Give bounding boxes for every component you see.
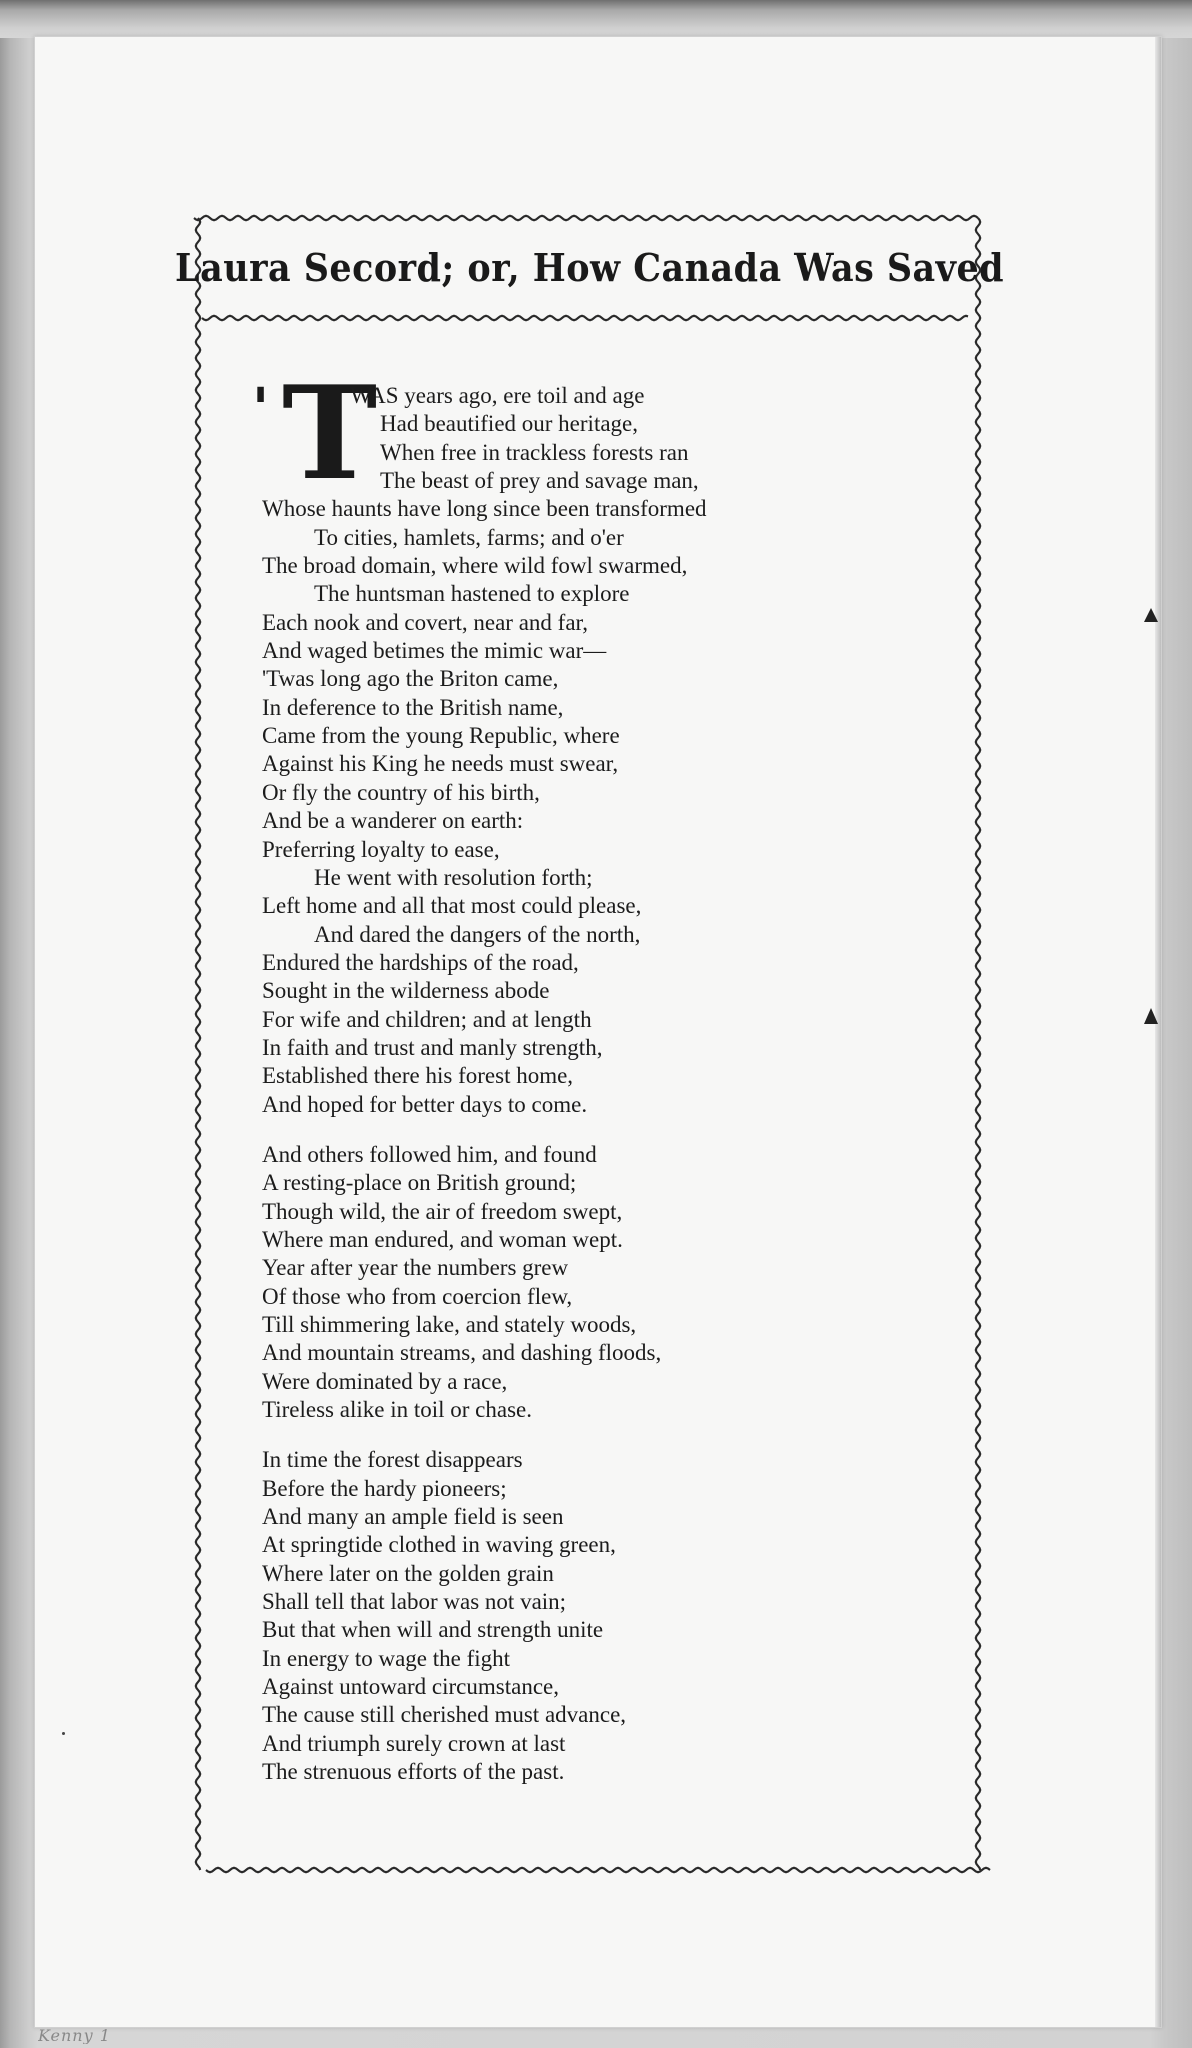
poem-line: For wife and children; and at length [262, 1006, 592, 1032]
poem-line: And triumph surely crown at last [262, 1730, 566, 1756]
poem-line: 'Twas long ago the Briton came, [262, 666, 559, 692]
poem-line: Tireless alike in toil or chase. [262, 1397, 532, 1423]
poem-line: In energy to wage the fight [262, 1645, 511, 1671]
poem-line: The beast of prey and savage man, [380, 468, 699, 494]
poem-line: The huntsman hastened to explore [314, 581, 630, 607]
poem-line: But that when will and strength unite [262, 1617, 604, 1643]
poem-line: Sought in the wilderness abode [262, 978, 550, 1004]
poem-line: And many an ample field is seen [262, 1504, 564, 1530]
poem-line: In faith and trust and manly strength, [262, 1034, 603, 1060]
poem-line: Of those who from coercion flew, [262, 1283, 573, 1309]
poem-line: When free in trackless forests ran [380, 439, 689, 465]
poem-line: Whose haunts have long since been transformed [262, 496, 707, 522]
stanza-break [262, 1119, 962, 1141]
poem-line: Had beautified our heritage, [380, 411, 638, 437]
drop-cap-quote: ' [252, 376, 270, 442]
poem-line: Where man endured, and woman wept. [262, 1226, 623, 1252]
poem-line: Against untoward circumstance, [262, 1674, 559, 1700]
poem-line: In time the forest disappears [262, 1447, 523, 1473]
poem-line: A resting-place on British ground; [262, 1170, 577, 1196]
poem-line: Endured the hardships of the road, [262, 949, 579, 975]
margin-mark [1144, 1008, 1158, 1024]
poem-line: In deference to the British name, [262, 694, 564, 720]
poem-line: Where later on the golden grain [262, 1560, 554, 1586]
poem-line: Shall tell that labor was not vain; [262, 1589, 567, 1615]
poem-line: And dared the dangers of the north, [314, 921, 641, 947]
poem-line: Though wild, the air of freedom swept, [262, 1198, 623, 1224]
poem-line: At springtide clothed in waving green, [262, 1532, 616, 1558]
poem-line: To cities, hamlets, farms; and o'er [314, 524, 624, 550]
poem-line: WAS years ago, ere toil and age [350, 383, 645, 408]
scan-top-edge [0, 0, 1192, 38]
poem-body [262, 382, 962, 1787]
drop-cap-letter: T [282, 359, 378, 509]
poem-line: Were dominated by a race, [262, 1368, 508, 1394]
poem-line: Preferring loyalty to ease, [262, 836, 500, 862]
poem-line: Year after year the numbers grew [262, 1255, 569, 1281]
poem-line: Established there his forest home, [262, 1063, 574, 1089]
poem-line: Before the hardy pioneers; [262, 1475, 507, 1501]
poem-line: Came from the young Republic, where [262, 723, 620, 749]
title-box [175, 224, 1005, 310]
poem-title: Laura Secord; or, How Canada Was Saved [175, 244, 1005, 290]
poem-line: Each nook and covert, near and far, [262, 609, 589, 635]
speck [62, 1732, 65, 1735]
poem-line: And waged betimes the mimic war— [262, 638, 607, 664]
poem-line: Till shimmering lake, and stately woods, [262, 1312, 637, 1337]
poem-line: The strenuous efforts of the past. [262, 1759, 565, 1785]
poem-line: And be a wanderer on earth: [262, 808, 524, 834]
poem-line: And mountain streams, and dashing floods, [262, 1340, 662, 1366]
poem-line: The broad domain, where wild fowl swarmed, [262, 553, 688, 579]
poem-line: Or fly the country of his birth, [262, 779, 540, 805]
margin-handwriting: Kenny 1 [38, 2026, 111, 2044]
poem-line: The cause still cherished must advance, [262, 1702, 627, 1728]
poem-line: He went with resolution forth; [314, 864, 593, 890]
poem-line: Left home and all that most could please, [262, 893, 642, 919]
poem-line: And others followed him, and found [262, 1141, 597, 1167]
poem-line: Against his King he needs must swear, [262, 751, 619, 777]
poem-line: And hoped for better days to come. [262, 1091, 588, 1117]
page-gutter [1155, 37, 1161, 2027]
stanza-break [262, 1424, 962, 1446]
margin-mark [1144, 608, 1158, 622]
